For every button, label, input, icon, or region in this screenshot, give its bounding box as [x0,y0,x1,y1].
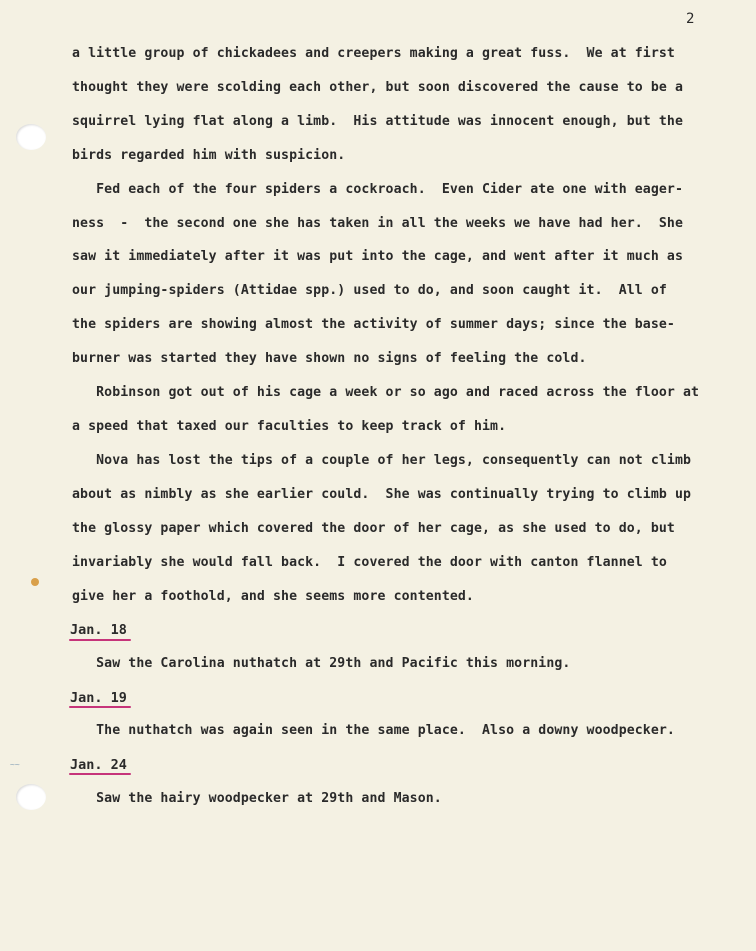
binder-hole-bottom [16,784,46,810]
text-line: give her a foothold, and she seems more contented. [72,589,474,604]
date-underline [69,706,131,708]
text-line: birds regarded him with suspicion. [72,148,346,163]
text-line: saw it immediately after it was put into the cage, and went after it much as [72,249,684,264]
text-line: the glossy paper which covered the door of her cage, as she used to do, but [72,521,675,536]
date-underline [69,773,131,775]
text-line: invariably she would fall back. I covered the door with canton flannel to [72,555,667,570]
text-line: burner was started they have shown no signs of feeling the cold. [72,351,587,366]
entry-date: Jan. 24 [70,757,127,773]
text-line: thought they were scolding each other, but soon discovered the cause to be a [72,80,684,95]
entry-text: Saw the Carolina nuthatch at 29th and Pacific this morning. [72,656,571,671]
ink-smudge: ~~ [10,760,20,769]
page-number: 2 [686,11,695,27]
binder-hole-top [16,124,46,150]
brass-fastener [31,578,39,586]
text-line: ness - the second one she has taken in all the weeks we have had her. She [72,216,684,231]
entry-date: Jan. 19 [70,690,127,706]
date-underline [69,639,131,641]
text-line: a speed that taxed our faculties to keep track of him. [72,419,507,434]
text-line: our jumping-spiders (Attidae spp.) used to do, and soon caught it. All of [72,283,667,298]
text-line: squirrel lying flat along a limb. His attitude was innocent enough, but the [72,114,684,129]
text-line: Nova has lost the tips of a couple of her legs, consequently can not climb [72,453,692,468]
text-line: the spiders are showing almost the activity of summer days; since the base- [72,317,675,332]
text-line: about as nimbly as she earlier could. She was continually trying to climb up [72,487,692,502]
entry-text: Saw the hairy woodpecker at 29th and Mason. [72,791,442,806]
text-line: Robinson got out of his cage a week or so ago and raced across the floor at [72,385,700,400]
entry-date: Jan. 18 [70,622,127,638]
text-line: a little group of chickadees and creepers making a great fuss. We at first [72,46,675,61]
text-line: Fed each of the four spiders a cockroach. Even Cider ate one with eager- [72,182,684,197]
entry-text: The nuthatch was again seen in the same place. Also a downy woodpecker. [72,723,675,738]
